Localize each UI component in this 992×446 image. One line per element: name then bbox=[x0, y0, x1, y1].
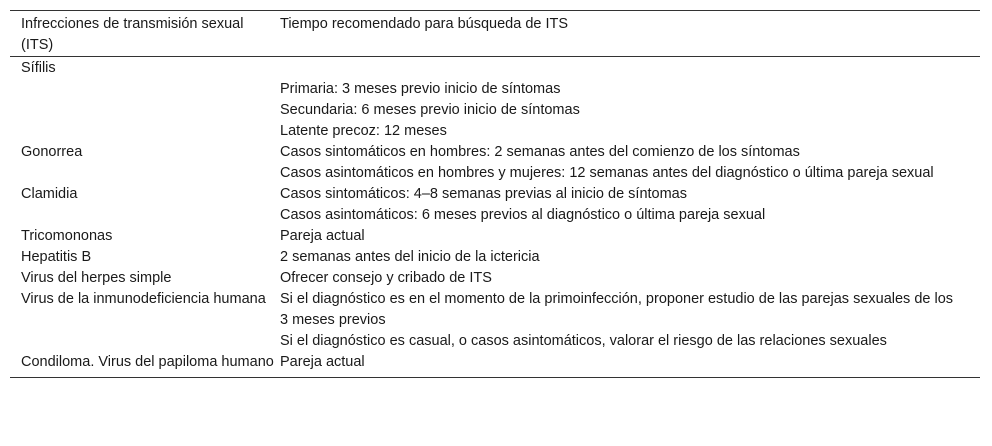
row-recommendation bbox=[280, 184, 980, 226]
row-infection-name: Condiloma. Virus del papiloma humano bbox=[21, 354, 274, 370]
header-search-time: Tiempo recomendado para búsqueda de ITS bbox=[280, 11, 980, 57]
row-recommendation bbox=[280, 57, 980, 143]
table-row bbox=[10, 226, 980, 247]
recommendation-line bbox=[280, 58, 960, 79]
recommendation-line: Casos asintomáticos en hombres y mujeres: 12 semanas antes del diagnóstico o última pareja sexual bbox=[280, 165, 934, 181]
row-infection-name: Virus de la inmunodeficiencia humana bbox=[21, 291, 266, 307]
row-infection-name: Clamidia bbox=[21, 186, 78, 202]
table-row bbox=[10, 268, 980, 289]
table-header-row bbox=[10, 11, 980, 57]
row-infection-name: Sífilis bbox=[21, 60, 56, 76]
row-infection-name: Tricomononas bbox=[21, 228, 113, 244]
recommendation-line: Casos asintomáticos: 6 meses previos al diagnóstico o última pareja sexual bbox=[280, 207, 766, 223]
table-row bbox=[10, 184, 980, 226]
recommendation-line: Ofrecer consejo y cribado de ITS bbox=[280, 270, 492, 286]
recommendation-line: Primaria: 3 meses previo inicio de síntomas bbox=[280, 81, 561, 97]
row-infection-name: Virus del herpes simple bbox=[21, 270, 172, 286]
table-row bbox=[10, 289, 980, 352]
table-row bbox=[10, 57, 980, 143]
recommendation-line: Casos sintomáticos: 4–8 semanas previas al inicio de síntomas bbox=[280, 186, 687, 202]
recommendation-line: Si el diagnóstico es casual, o casos asintomáticos, valorar el riesgo de las relaciones sexuales bbox=[280, 333, 887, 349]
row-infection-name: Hepatitis B bbox=[21, 249, 92, 265]
table-row bbox=[10, 247, 980, 268]
recommendation-line: 2 semanas antes del inicio de la ictericia bbox=[280, 249, 540, 265]
table-row bbox=[10, 352, 980, 377]
row-recommendation bbox=[280, 289, 980, 352]
row-recommendation bbox=[280, 142, 980, 184]
its-table-container bbox=[10, 10, 980, 378]
row-recommendation bbox=[280, 352, 980, 377]
row-recommendation bbox=[280, 247, 980, 268]
recommendation-line: Pareja actual bbox=[280, 354, 365, 370]
recommendation-line: Latente precoz: 12 meses bbox=[280, 123, 447, 139]
recommendation-line: Secundaria: 6 meses previo inicio de síntomas bbox=[280, 102, 580, 118]
row-recommendation bbox=[280, 226, 980, 247]
table-row bbox=[10, 142, 980, 184]
row-recommendation bbox=[280, 268, 980, 289]
recommendation-line: Pareja actual bbox=[280, 228, 365, 244]
header-infection: Infrecciones de transmisión sexual (ITS) bbox=[10, 11, 280, 57]
recommendation-line: Casos sintomáticos en hombres: 2 semanas antes del comienzo de los síntomas bbox=[280, 144, 800, 160]
recommendation-line: Si el diagnóstico es en el momento de la primoinfección, proponer estudio de las parejas sexuales de los 3 meses previos bbox=[280, 291, 954, 328]
its-table bbox=[10, 11, 980, 377]
row-infection-name: Gonorrea bbox=[21, 144, 83, 160]
